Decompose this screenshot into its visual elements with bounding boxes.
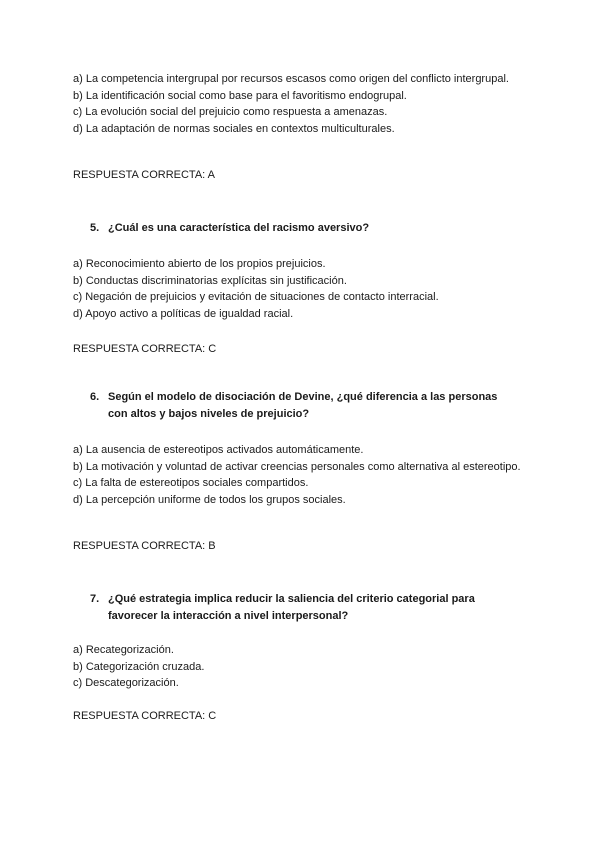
question-number: 7. — [90, 593, 100, 605]
option-b: b) Conductas discriminatorias explícitas sin justificación. — [73, 274, 347, 287]
question-number: 6. — [90, 391, 100, 403]
option-d: d) Apoyo activo a políticas de igualdad racial. — [73, 307, 294, 320]
answer-6: RESPUESTA CORRECTA: B — [73, 540, 216, 552]
question-text: Según el modelo de disociación de Devine, ¿qué diferencia a las personas con altos y bajos niveles de prejuicio? — [108, 391, 498, 420]
option-d: d) La percepción uniforme de todos los grupos sociales. — [73, 493, 346, 506]
option-a: a) Recategorización. — [73, 644, 174, 656]
answer-7: RESPUESTA CORRECTA: C — [73, 710, 217, 722]
option-a: a) Reconocimiento abierto de los propios prejuicios. — [73, 258, 326, 270]
option-c: c) Negación de prejuicios y evitación de situaciones de contacto interracial. — [73, 291, 439, 303]
option-c: c) La evolución social del prejuicio como respuesta a amenazas. — [73, 106, 388, 118]
question-5 — [90, 220, 510, 237]
option-c: c) Descategorización. — [73, 677, 179, 689]
question-4-options — [73, 71, 533, 137]
question-6-options — [73, 442, 533, 508]
option-b: b) La motivación y voluntad de activar creencias personales como alternativa al estereotipo. — [73, 460, 521, 473]
question-5-options — [73, 256, 533, 322]
answer-4: RESPUESTA CORRECTA: A — [73, 169, 216, 181]
option-b: b) La identificación social como base para el favoritismo endogrupal. — [73, 89, 407, 102]
question-text: ¿Cuál es una característica del racismo aversivo? — [108, 222, 370, 234]
option-b: b) Categorización cruzada. — [73, 660, 205, 673]
option-d: d) La adaptación de normas sociales en contextos multiculturales. — [73, 122, 395, 135]
question-6 — [90, 389, 510, 422]
question-text: ¿Qué estrategia implica reducir la saliencia del criterio categorial para favorecer la interacción a nivel interpersonal? — [108, 593, 475, 622]
option-a: a) La ausencia de estereotipos activados automáticamente. — [73, 444, 364, 456]
question-number: 5. — [90, 222, 100, 234]
answer-5: RESPUESTA CORRECTA: C — [73, 343, 217, 355]
question-7 — [90, 591, 510, 624]
option-a: a) La competencia intergrupal por recursos escasos como origen del conflicto intergrupal. — [73, 73, 509, 85]
option-c: c) La falta de estereotipos sociales compartidos. — [73, 477, 309, 489]
question-7-options — [73, 642, 533, 692]
